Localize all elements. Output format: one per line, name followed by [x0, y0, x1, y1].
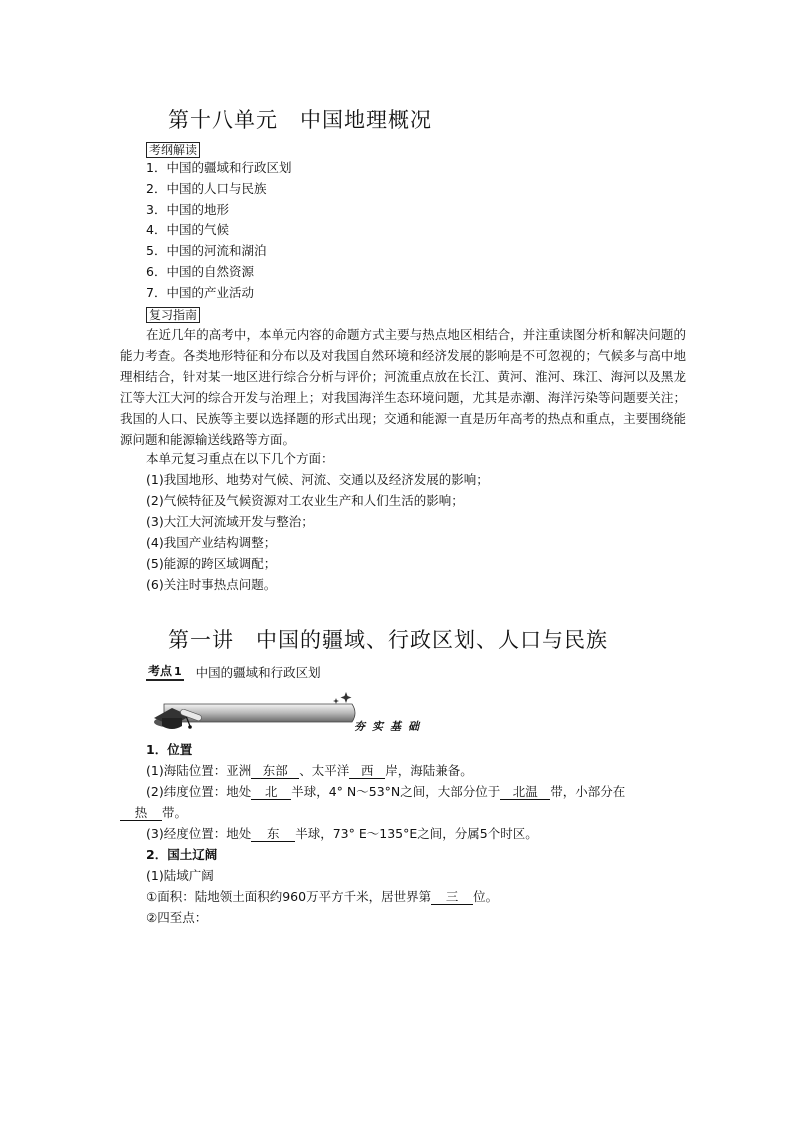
lecture-number: 第一讲 — [168, 628, 234, 652]
guide-paragraph: 在近几年的高考中，本单元内容的命题方式主要与热点地区相结合，并注重读图分析和解决问题的能力考查。各类地形特征和分布以及对我国自然环境和经济发展的影响是不可忽视的；气候多与高中地理相结合，针对某一地区进行综合分析与评价；河流重点放在长江、黄河、淮河、珠江、海河以及黑龙江等大江大河的综合开发与治理上；对我国海洋生态环境问题，尤其是赤潮、海洋污染等问题要关注；我国的人口、民族等主要以选择题的形式出现；交通和能源一直是历年高考的热点和重点，主要围绕能源问题和能源输送线路等方面。 — [120, 327, 686, 447]
longitude-position: (3)经度位置：地处 东 半球，73° E～135°E之间，分属5个时区。 — [146, 826, 538, 841]
kaodian-number: 1 — [174, 664, 182, 678]
outline-item: 7．中国的产业活动 — [146, 285, 254, 300]
guide-label: 复习指南 — [146, 307, 200, 323]
focus-item: (1)我国地形、地势对气候、河流、交通以及经济发展的影响； — [146, 472, 489, 487]
focus-item: (6)关注时事热点问题。 — [146, 577, 277, 592]
banner-label: 夯实基础 — [354, 720, 426, 733]
answer-blank: 热 — [120, 805, 162, 821]
land-area: ①面积：陆地领土面积约960万平方千米，居世界第 三 位。 — [146, 889, 499, 904]
focus-item: (3)大江大河流域开发与整治； — [146, 514, 314, 529]
focus-item: (4)我国产业结构调整； — [146, 535, 277, 550]
sea-land-position: (1)海陆位置：亚洲 东部 、太平洋 西 岸，海陆兼备。 — [146, 763, 473, 778]
section1-heading: 1．位置 — [146, 742, 193, 757]
outline-item: 5．中国的河流和湖泊 — [146, 243, 267, 258]
latitude-position: (2)纬度位置：地处 北 半球，4° N～53°N之间，大部分位于 北温 带，小部分在 — [146, 784, 626, 799]
section2-heading: 2．国土辽阔 — [146, 847, 218, 862]
unit-title — [168, 104, 432, 134]
answer-blank: 北温 — [500, 784, 550, 800]
land-vast: (1)陆域广阔 — [146, 868, 214, 883]
outline-item: 1．中国的疆域和行政区划 — [146, 160, 292, 175]
focus-item: (5)能源的跨区域调配； — [146, 556, 277, 571]
answer-blank: 东 — [251, 826, 295, 842]
kaodian-title: 中国的疆域和行政区划 — [195, 665, 321, 680]
kaodian-header — [146, 664, 321, 680]
answer-blank: 东部 — [251, 763, 299, 779]
lecture-name: 中国的疆域、行政区划、人口与民族 — [256, 628, 608, 652]
lecture-title — [168, 624, 608, 654]
answer-blank: 北 — [251, 784, 291, 800]
outline-item: 6．中国的自然资源 — [146, 264, 254, 279]
unit-name: 中国地理概况 — [300, 108, 432, 132]
latitude-position-cont: 热 带。 — [120, 803, 187, 824]
focus-intro: 本单元复习重点在以下几个方面： — [146, 451, 334, 466]
focus-item: (2)气候特征及气候资源对工农业生产和人们生活的影响； — [146, 493, 464, 508]
outline-item: 2．中国的人口与民族 — [146, 181, 267, 196]
four-extreme-points: ②四至点： — [146, 910, 208, 925]
outline-item: 4．中国的气候 — [146, 222, 229, 237]
unit-number: 第十八单元 — [168, 108, 278, 132]
outline-label: 考纲解读 — [146, 142, 200, 158]
kaodian-label: 考点 1 — [146, 664, 184, 681]
answer-blank: 西 — [349, 763, 385, 779]
sparkle-icon — [333, 692, 352, 704]
answer-blank: 三 — [431, 889, 473, 905]
outline-item: 3．中国的地形 — [146, 202, 229, 217]
